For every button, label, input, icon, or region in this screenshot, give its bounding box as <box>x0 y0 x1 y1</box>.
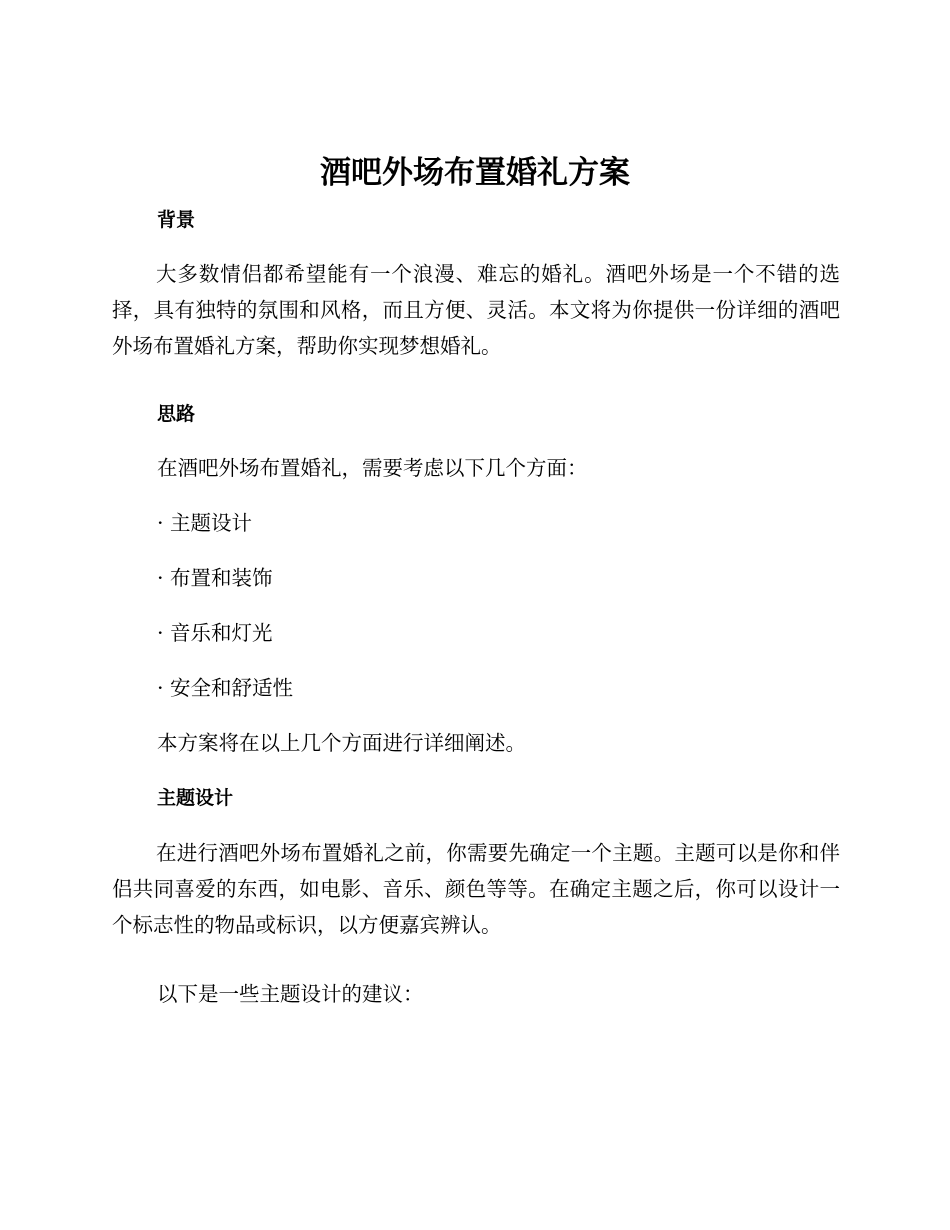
section-heading-approach: 思路 <box>157 403 196 425</box>
background-paragraph: 大多数情侣都希望能有一个浪漫、难忘的婚礼。酒吧外场是一个不错的选择，具有独特的氛围和风格，而且方便、灵活。本文将为你提供一份详细的酒吧外场布置婚礼方案，帮助你实现梦想婚礼。 <box>112 262 840 358</box>
theme-design-paragraph: 在进行酒吧外场布置婚礼之前，你需要先确定一个主题。主题可以是你和伴侣共同喜爱的东西，如电影、音乐、颜色等等。在确定主题之后，你可以设计一个标志性的物品或标识，以方便嘉宾辨认。 <box>112 841 840 937</box>
section-heading-theme-design: 主题设计 <box>157 787 234 809</box>
approach-outro: 本方案将在以上几个方面进行详细阐述。 <box>157 731 526 755</box>
bullet-item-music-lighting: · 音乐和灯光 <box>157 621 273 645</box>
theme-design-lead: 以下是一些主题设计的建议： <box>157 982 424 1006</box>
document-title: 酒吧外场布置婚礼方案 <box>320 155 630 191</box>
section-heading-background: 背景 <box>157 209 196 231</box>
bullet-item-theme-design: · 主题设计 <box>157 511 253 535</box>
approach-intro: 在酒吧外场布置婚礼，需要考虑以下几个方面： <box>157 456 588 480</box>
bullet-item-safety-comfort: · 安全和舒适性 <box>157 676 294 700</box>
bullet-item-layout-decoration: · 布置和装饰 <box>157 566 273 590</box>
